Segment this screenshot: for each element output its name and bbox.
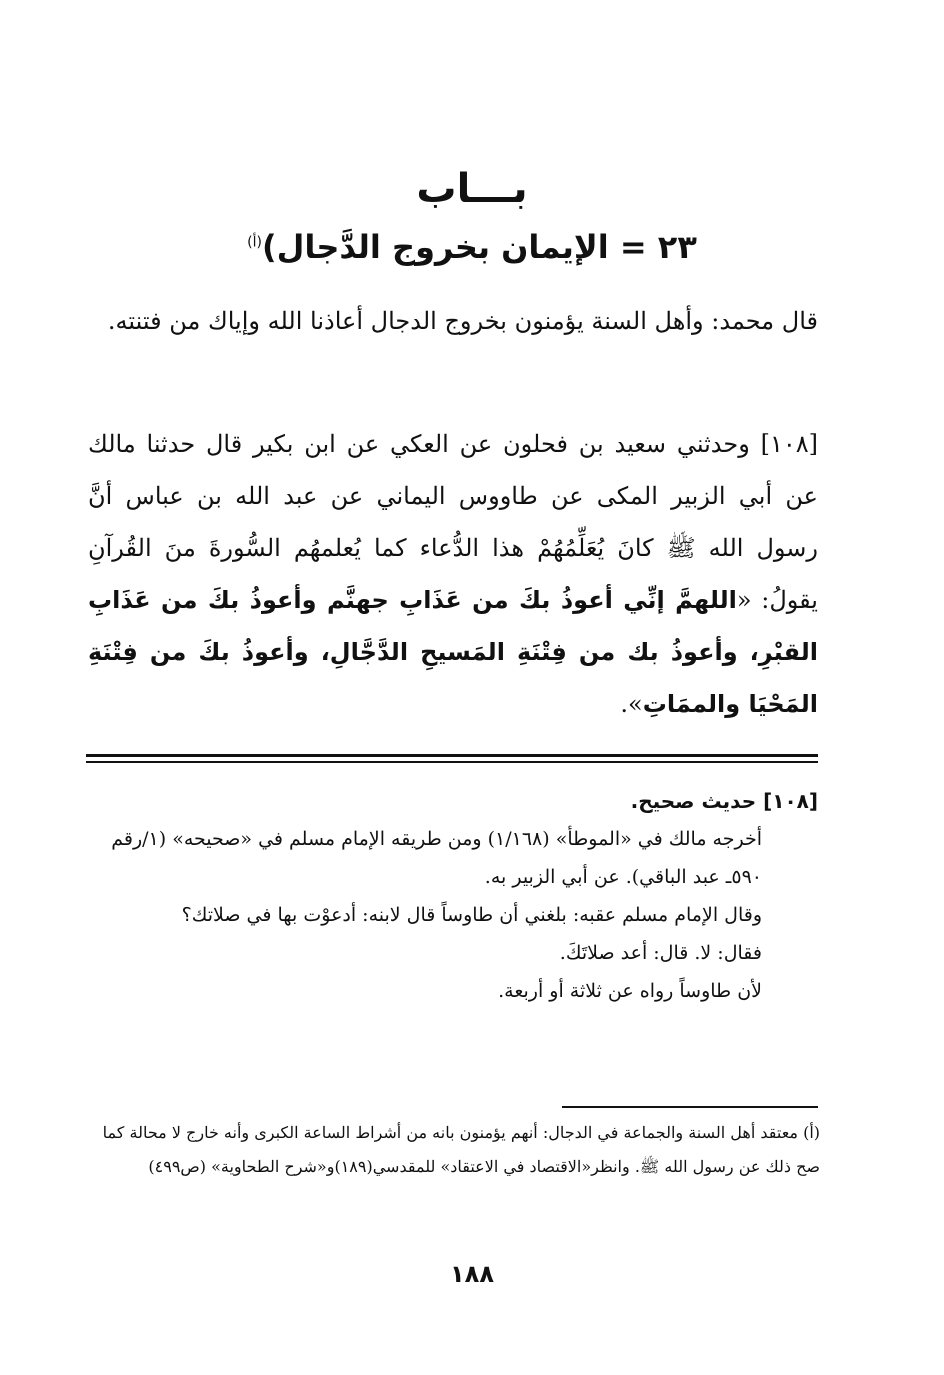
- hadith-paragraph: [88, 418, 818, 730]
- section-divider-top: [86, 754, 818, 757]
- notes-heading: [١٠٨] حديث صحيح.: [630, 789, 818, 813]
- hadith-dua: اللهمَّ إنِّي أعوذُ بكَ من عَذَابِ جهنَّم وأعوذُ بكَ من عَذَابِ القبْرِ، وأعوذُ بك من فِتْنَةِ المَسيحِ الدَّجَّالِ، وأعوذُ بكَ من فِتْنَةِ المَحْيَا والممَاتِ: [88, 586, 818, 718]
- intro-paragraph: قال محمد: وأهل السنة يؤمنون بخروج الدجال أعاذنا الله وإياك من فتنته.: [107, 307, 818, 335]
- commentary-notes: [100, 782, 818, 1010]
- notes-line: أخرجه مالك في «الموطأ» (١/١٦٨) ومن طريقه الإمام مسلم في «صحيحه» (١/رقم ٥٩٠ـ عبد الباقي). عن أبي الزبير به.: [111, 828, 762, 888]
- chapter-title: [0, 228, 944, 266]
- hadith-close: ».: [620, 690, 643, 718]
- hadith-narration: [١٠٨] وحدثني سعيد بن فحلون عن العكي عن ابن بكير قال حدثنا مالك عن أبي الزبير المكى عن طاووس اليماني عن عبد الله بن عباس أنَّ رسول الله ﷺ كانَ يُعَلِّمُهُمْ هذا الدُّعاء كما يُعلمهُم السُّورةَ منَ القُرآنِ يقولُ: «: [88, 430, 819, 614]
- footnote-marker: (أ): [247, 234, 262, 251]
- page-number: ١٨٨: [450, 1260, 494, 1288]
- chapter-title-text: ٢٣ = الإيمان بخروج الدَّجال): [261, 228, 697, 266]
- notes-line: وقال الإمام مسلم عقبه: بلغني أن طاوساً قال لابنه: أدعوْت بها في صلاتك؟: [181, 904, 762, 926]
- chapter-heading: بـــاب: [416, 166, 528, 212]
- footnote: (أ) معتقد أهل السنة والجماعة في الدجال: أنهم يؤمنون بانه من أشراط الساعة الكبرى وأنه خارج لا محالة كما صح ذلك عن رسول الله ﷺ. وانظر«الاقتصاد في الاعتقاد» للمقدسي(١٨٩)و«شرح الطحاوية» (ص٤٩٩): [102, 1123, 820, 1176]
- notes-line: لأن طاوساً رواه عن ثلاثة أو أربعة.: [498, 980, 762, 1002]
- footnote-divider: [562, 1106, 818, 1108]
- notes-line: فقال: لا. قال: أعد صلاتَكَ.: [559, 942, 762, 964]
- section-divider-bottom: [86, 761, 818, 763]
